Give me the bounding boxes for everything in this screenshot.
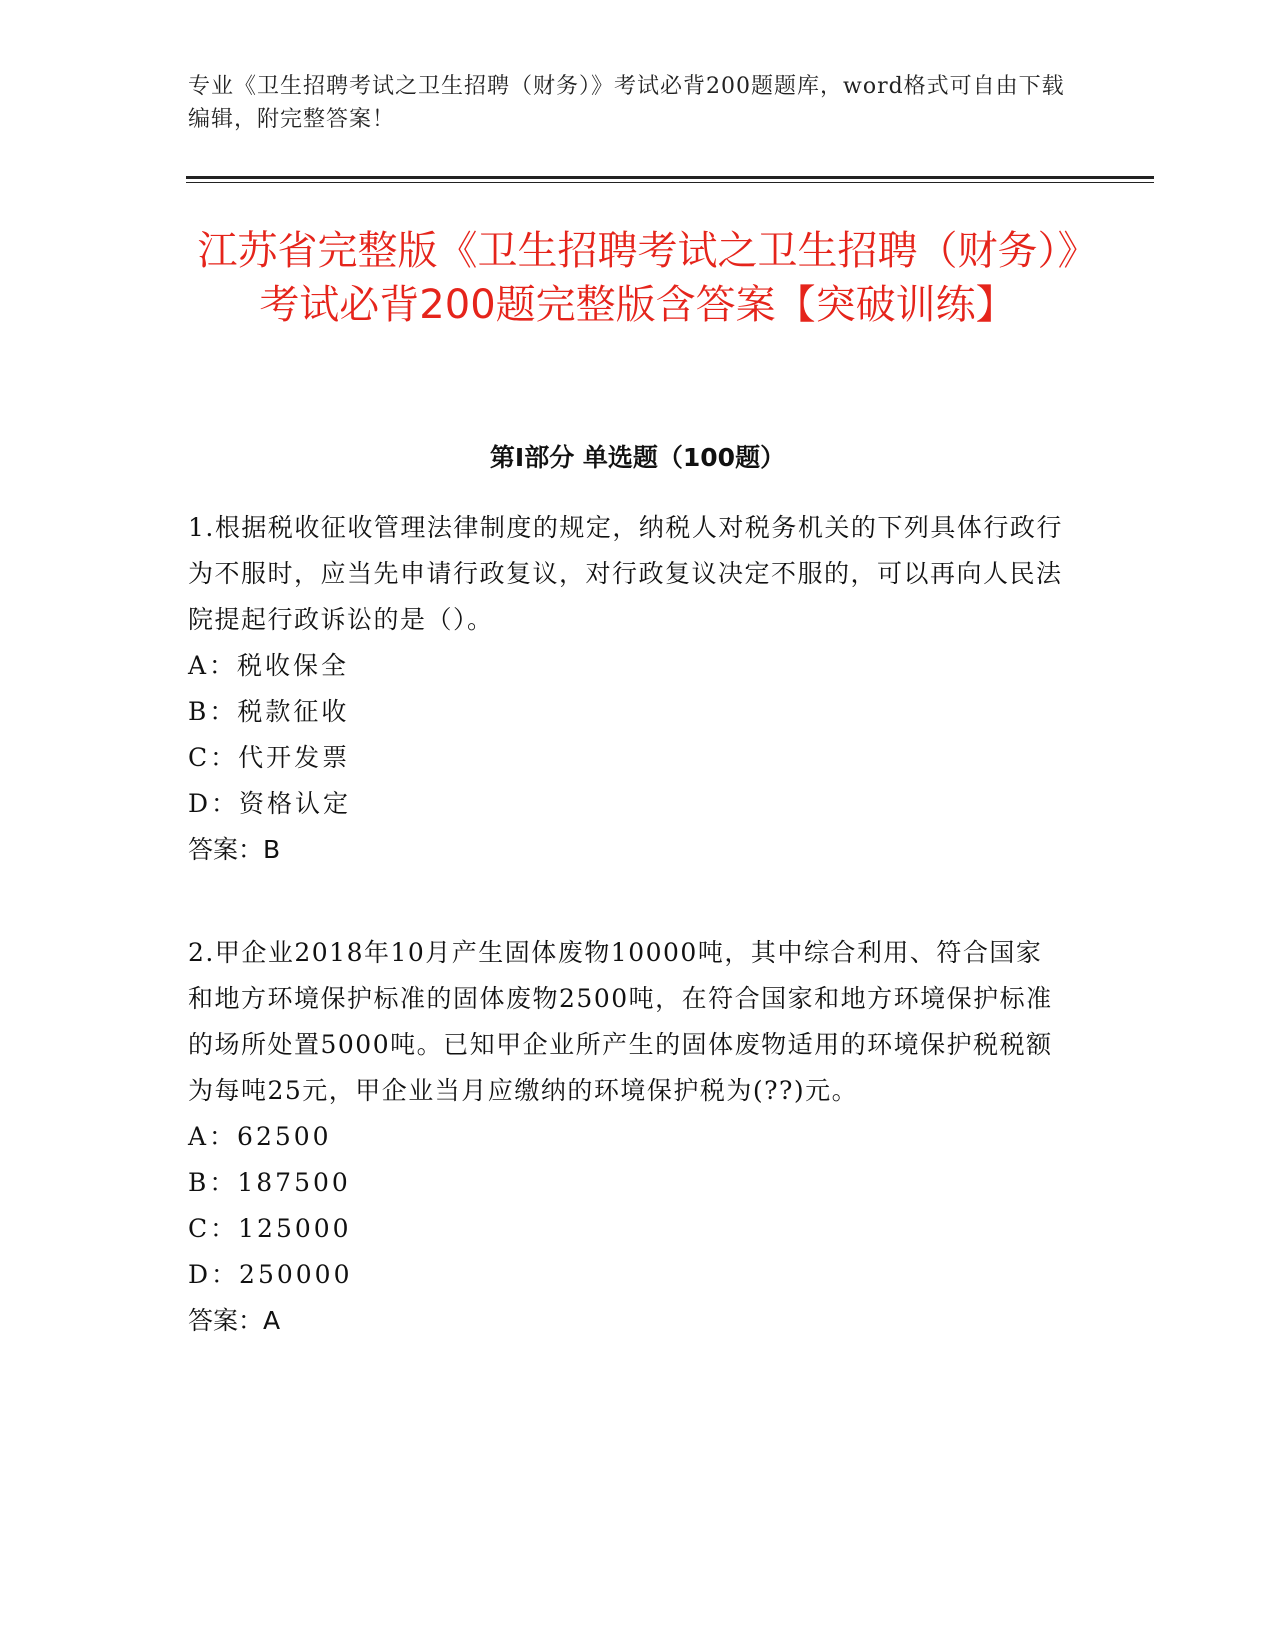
question-stem: 1.根据税收征收管理法律制度的规定，纳税人对税务机关的下列具体行政行为不服时，应当先申请行政复议，对行政复议决定不服的，可以再向人民法院提起行政诉讼的是（）。 xyxy=(188,513,1063,634)
header-divider-thin xyxy=(186,182,1154,183)
section-heading: 第I部分 单选题（100题） xyxy=(489,443,786,472)
answer: 答案：B xyxy=(188,835,281,864)
option-b: B：税款征收 xyxy=(188,697,350,726)
option-c: C：代开发票 xyxy=(188,743,351,772)
question-2 xyxy=(188,930,1068,1344)
option-b: B：187500 xyxy=(188,1168,351,1197)
option-a: A：税收保全 xyxy=(188,651,350,680)
header-note: 专业《卫生招聘考试之卫生招聘（财务）》考试必背200题题库，word格式可自由下载编辑，附完整答案！ xyxy=(188,74,1065,132)
option-a: A：62500 xyxy=(188,1122,332,1151)
option-c: C：125000 xyxy=(188,1214,352,1243)
answer: 答案：A xyxy=(188,1306,281,1335)
option-d: D：资格认定 xyxy=(188,789,352,818)
question-stem: 2.甲企业2018年10月产生固体废物10000吨，其中综合利用、符合国家和地方环境保护标准的固体废物2500吨，在符合国家和地方环境保护标准的场所处置5000吨。已知甲企业所产生的固体废物适用的环境保护税税额为每吨25元，甲企业当月应缴纳的环境保护税为(??)元。 xyxy=(188,938,1053,1105)
header-divider-thick xyxy=(186,176,1154,179)
document-title: 江苏省完整版《卫生招聘考试之卫生招聘（财务）》考试必背200题完整版含答案【突破训练】 xyxy=(197,228,1078,328)
option-d: D：250000 xyxy=(188,1260,353,1289)
question-1 xyxy=(188,505,1068,873)
